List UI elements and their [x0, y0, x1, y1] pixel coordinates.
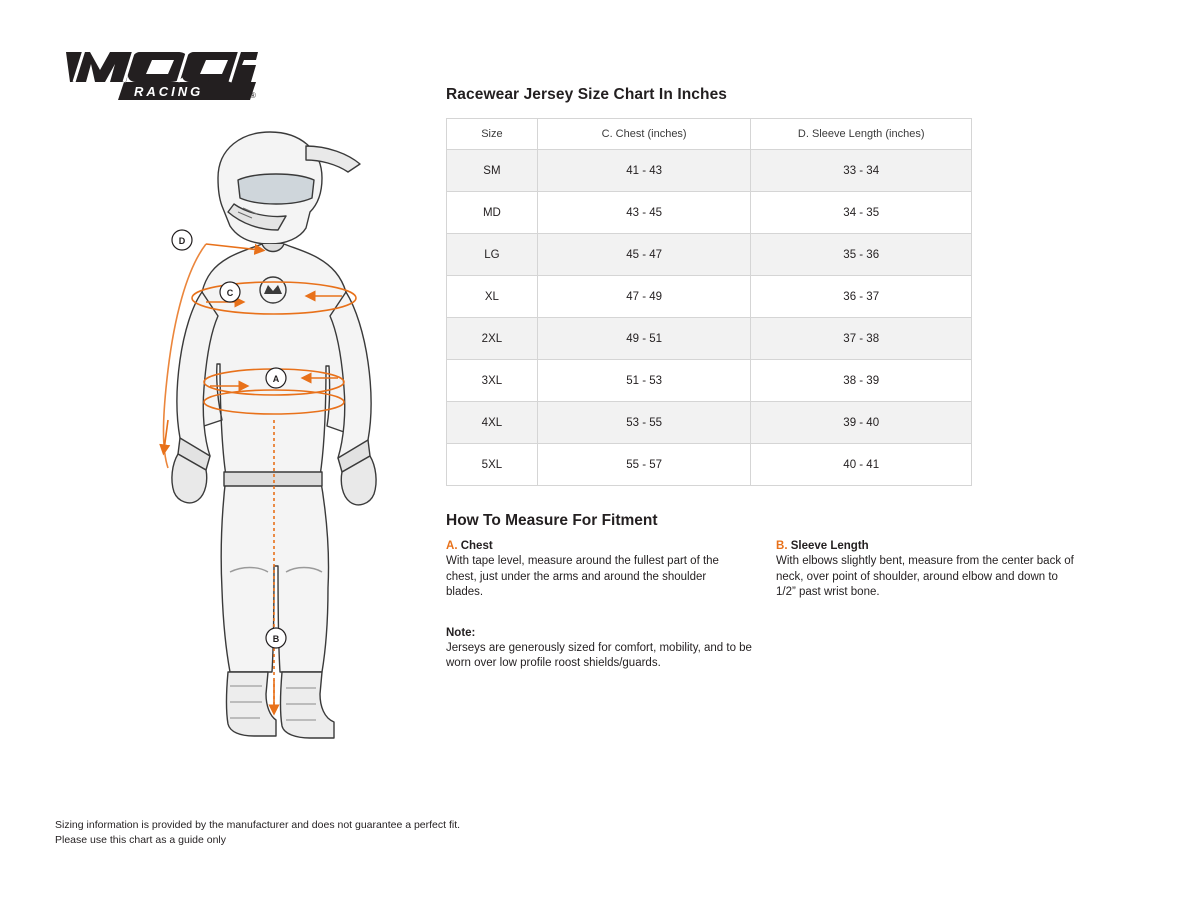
how-to-measure-heading: How To Measure For Fitment: [446, 512, 658, 529]
callout-d: D: [178, 236, 186, 246]
logo-racing-text: RACING: [134, 84, 204, 99]
cell-size: 5XL: [447, 444, 538, 486]
callout-a: A: [272, 374, 280, 384]
cell-chest: 41 - 43: [537, 150, 751, 192]
measure-chest-mark: A: [446, 540, 455, 552]
cell-chest: 53 - 55: [537, 402, 751, 444]
table-row: [447, 276, 972, 318]
logo-trademark: ®: [250, 91, 256, 100]
measure-sleeve-mark-suffix: .: [784, 540, 788, 552]
table-row: [447, 234, 972, 276]
moose-racing-logo: [60, 48, 260, 104]
cell-chest: 55 - 57: [537, 444, 751, 486]
cell-sleeve: 40 - 41: [751, 444, 972, 486]
cell-size: LG: [447, 234, 538, 276]
measure-sleeve-mark: B: [776, 540, 785, 552]
cell-sleeve: 39 - 40: [751, 402, 972, 444]
measure-chest-name: Chest: [460, 540, 493, 552]
column-header-sleeve: D. Sleeve Length (inches): [751, 119, 972, 150]
callout-b: B: [272, 634, 280, 644]
measure-sleeve-name: Sleeve Length: [790, 540, 869, 552]
note-title: Note:: [446, 626, 476, 639]
disclaimer-line-1: Sizing information is provided by the manufacturer and does not guarantee a perfect fit.: [55, 819, 461, 831]
table-row: [447, 402, 972, 444]
cell-size: 2XL: [447, 318, 538, 360]
rider-diagram: [110, 120, 430, 740]
measure-sleeve-body: With elbows slightly bent, measure from the center back of neck, over point of shoulder, around elbow and down to 1/2” past wrist bone.: [776, 555, 1074, 599]
cell-chest: 51 - 53: [537, 360, 751, 402]
cell-sleeve: 34 - 35: [751, 192, 972, 234]
cell-sleeve: 33 - 34: [751, 150, 972, 192]
measure-item-chest: [446, 540, 746, 601]
table-row: [447, 192, 972, 234]
cell-sleeve: 36 - 37: [751, 276, 972, 318]
right-column: [446, 86, 1146, 672]
cell-chest: 45 - 47: [537, 234, 751, 276]
callout-c: C: [226, 288, 234, 298]
measure-chest-mark-suffix: .: [454, 540, 458, 552]
measure-chest-body: With tape level, measure around the fullest part of the chest, just under the arms and around the shoulder blades.: [446, 555, 719, 599]
disclaimer: [55, 818, 460, 848]
cell-chest: 43 - 45: [537, 192, 751, 234]
note-block: [446, 627, 766, 672]
cell-size: 4XL: [447, 402, 538, 444]
column-header-chest: C. Chest (inches): [537, 119, 751, 150]
note-body: Jerseys are generously sized for comfort, mobility, and to be worn over low profile roost shields/guards.: [446, 641, 752, 670]
measure-chest-label: [446, 540, 746, 552]
disclaimer-line-2: Please use this chart as a guide only: [55, 834, 227, 847]
table-header-row: [447, 119, 972, 150]
table-row: [447, 150, 972, 192]
how-to-measure-section: [446, 512, 1146, 672]
cell-sleeve: 35 - 36: [751, 234, 972, 276]
size-chart-table: [446, 118, 972, 486]
cell-sleeve: 38 - 39: [751, 360, 972, 402]
cell-chest: 47 - 49: [537, 276, 751, 318]
cell-sleeve: 37 - 38: [751, 318, 972, 360]
measure-item-sleeve: [776, 540, 1076, 601]
cell-size: MD: [447, 192, 538, 234]
cell-size: XL: [447, 276, 538, 318]
cell-size: 3XL: [447, 360, 538, 402]
table-row: [447, 444, 972, 486]
chart-title: Racewear Jersey Size Chart In Inches: [446, 86, 728, 103]
column-header-size: Size: [447, 119, 538, 150]
cell-chest: 49 - 51: [537, 318, 751, 360]
measure-sleeve-label: [776, 540, 1076, 552]
table-row: [447, 360, 972, 402]
table-row: [447, 318, 972, 360]
cell-size: SM: [447, 150, 538, 192]
